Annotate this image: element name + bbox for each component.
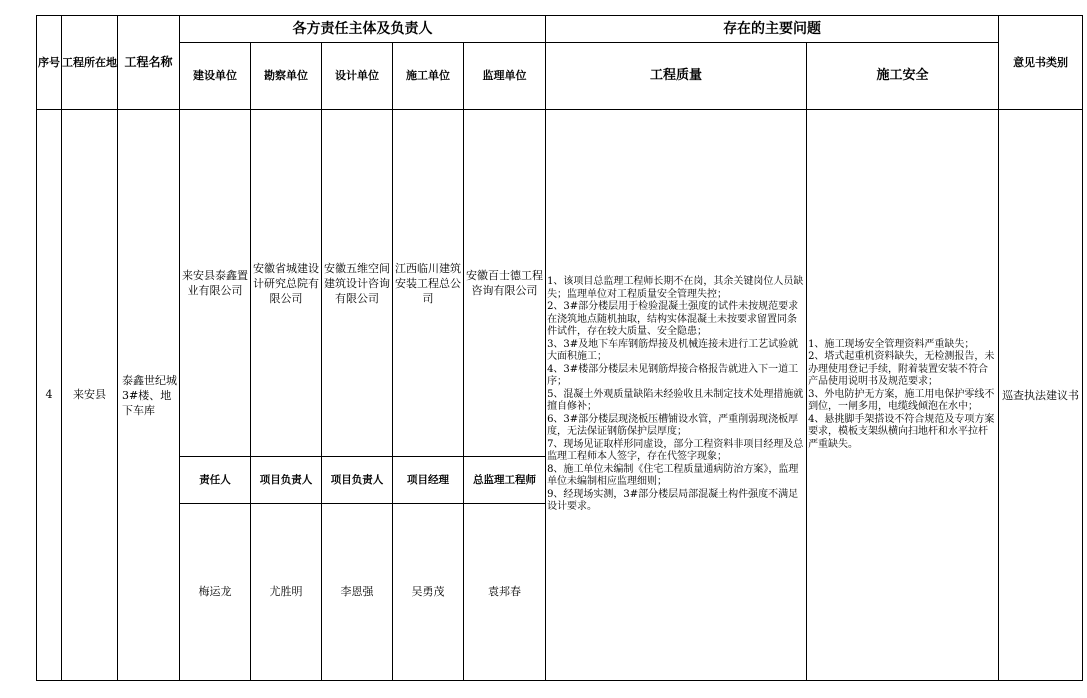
header-opinion-type: 意见书类别 (999, 16, 1083, 110)
header-unit-construction: 建设单位 (180, 43, 251, 110)
header-problems-group: 存在的主要问题 (546, 16, 999, 43)
person-responsible: 梅运龙 (180, 504, 251, 681)
header-parties-group: 各方责任主体及负责人 (180, 16, 546, 43)
unit-survey: 安徽省城建设计研究总院有限公司 (251, 110, 322, 457)
header-unit-contractor: 施工单位 (393, 43, 464, 110)
header-unit-survey: 勘察单位 (251, 43, 322, 110)
header-seq: 序号 (37, 16, 62, 110)
unit-supervisor: 安徽百士德工程咨询有限公司 (464, 110, 546, 457)
quality-issues: 1、该项目总监理工程师长期不在岗，其余关键岗位人员缺失；监理单位对工程质量安全管理失控； 2、3#部分楼层用于检验混凝土强度的试件未按规范要求在浇筑地点随机抽取，结构实体混凝土未按要求留置同条件试件，存在较大质量、安全隐患； 3、3#及地下车库钢筋焊接及机械连接未进行工艺试验就大面积施工； 4、3#楼部分楼层未见钢筋焊接合格报告就进入下一道工序； 5、混凝土外观质量缺陷未经验收且未制定技术处理措施就擅自修补； 6、3#部分楼层现浇板压槽铺设水管，严重削弱现浇板厚度，无法保证钢筋保护层厚度； 7、现场见证取样形同虚设，部分工程资料非项目经理及总监理工程师本人签字，存在代签字现象； 8、施工单位未编制《住宅工程质量通病防治方案》，监理单位未编制相应监理细则； 9、经现场实测，3#部分楼层局部混凝土构件强度不满足设计要求。 (546, 110, 807, 681)
header-unit-supervisor: 监理单位 (464, 43, 546, 110)
row-opinion: 巡查执法建议书 (999, 110, 1083, 681)
unit-contractor: 江西临川建筑安装工程总公司 (393, 110, 464, 457)
table-row (37, 110, 1083, 457)
role-chief-supervisor: 总监理工程师 (464, 457, 546, 504)
unit-design: 安徽五维空间建筑设计咨询有限公司 (322, 110, 393, 457)
row-location: 来安县 (62, 110, 118, 681)
row-seq: 4 (37, 110, 62, 681)
header-unit-design: 设计单位 (322, 43, 393, 110)
row-project-name: 泰鑫世纪城3#楼、地下车库 (118, 110, 180, 681)
person-project-manager: 吴勇茂 (393, 504, 464, 681)
role-project-manager: 项目经理 (393, 457, 464, 504)
unit-construction: 来安县泰鑫置业有限公司 (180, 110, 251, 457)
header-quality: 工程质量 (546, 43, 807, 110)
person-survey-lead: 尤胜明 (251, 504, 322, 681)
role-survey-lead: 项目负责人 (251, 457, 322, 504)
safety-issues: 1、施工现场安全管理资料严重缺失； 2、塔式起重机资料缺失，无检测报告，未办理使用登记手续，附着装置安装不符合产品使用说明书及规范要求； 3、外电防护无方案，施工用电保护零线不到位，一闸多用，电缆线倾泡在水中； 4、悬挑脚手架搭设不符合规范及专项方案要求，模板支架纵横向扫地杆和水平拉杆严重缺失。 (807, 110, 999, 681)
person-design-lead: 李恩强 (322, 504, 393, 681)
inspection-table (36, 15, 1083, 681)
role-design-lead: 项目负责人 (322, 457, 393, 504)
person-chief-supervisor: 袁邦春 (464, 504, 546, 681)
header-safety: 施工安全 (807, 43, 999, 110)
header-project-name: 工程名称 (118, 16, 180, 110)
role-responsible: 责任人 (180, 457, 251, 504)
header-location: 工程所在地 (62, 16, 118, 110)
